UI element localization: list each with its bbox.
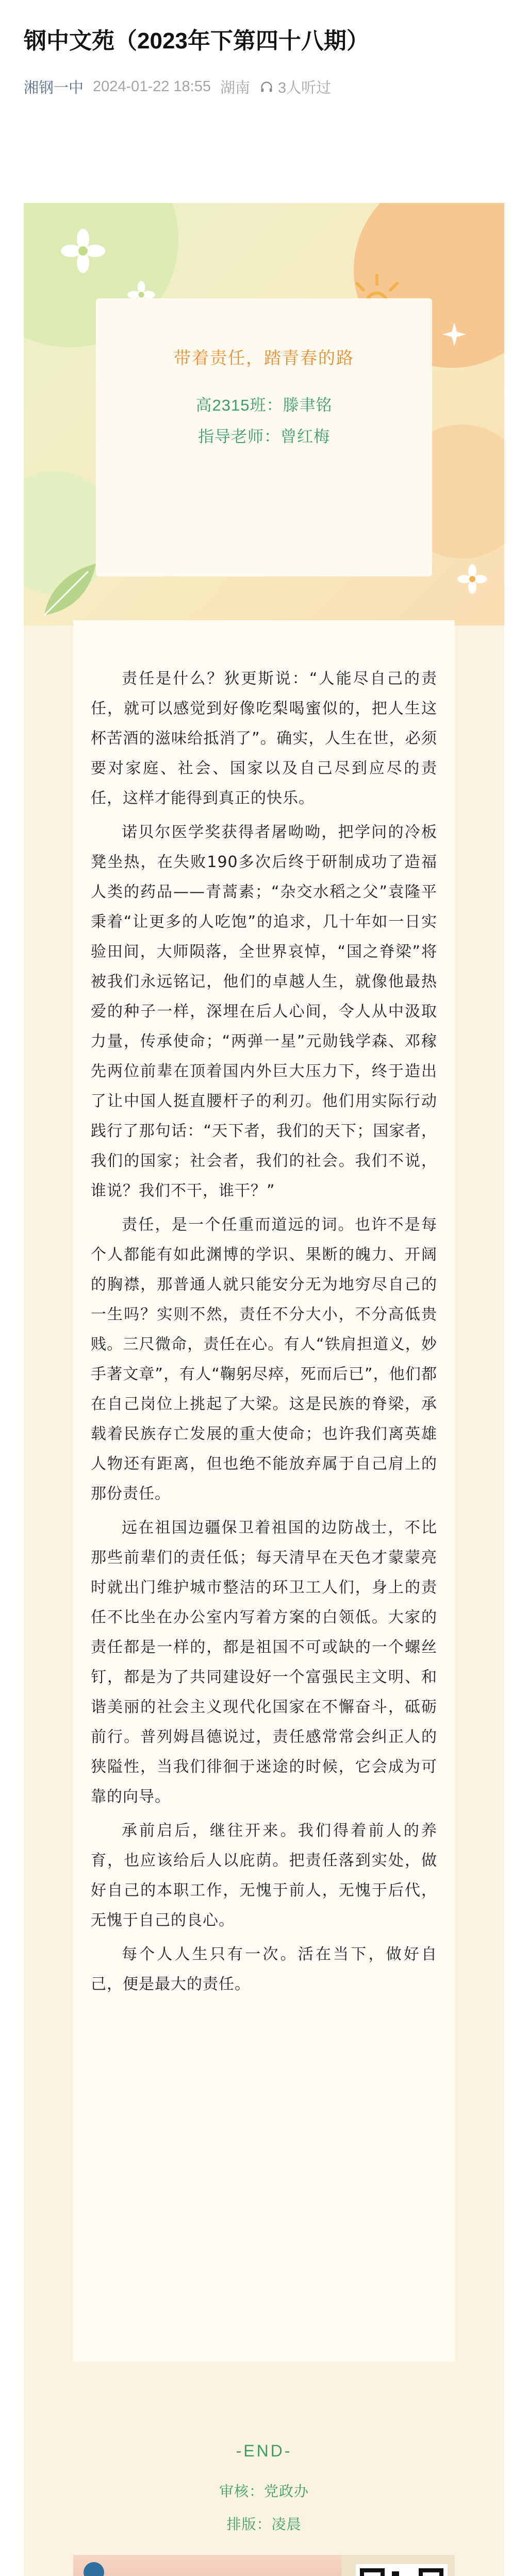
paragraph: 每个人人生只有一次。活在当下，做好自己，便是最大的责任。 (91, 1945, 437, 1993)
article-card (24, 203, 504, 2576)
qr-module (392, 2571, 399, 2576)
article-title: 钢中文苑（2023年下第四十八期） (24, 28, 369, 54)
paragraph: 远在祖国边疆保卫着祖国的边防战士，不比那些前辈们的责任低；每天清早在天色才蒙蒙亮时就出门维护城市整洁的环卫工人们，身上的责任不比坐在办公室内写着方案的白领低。大家的责任都是一样的，都是祖国不可或缺的一个螺丝钉，都是为了共同建设好一个富强民主文明、和谐美丽的社会主义现代化国家在不懈奋斗，砥砺前行。普列姆昌德说过，责任感常常会纠正人的狭隘性，当我们徘徊于迷途的时候，它会成为可靠的向导。 (91, 1519, 437, 1806)
qr-code[interactable] (356, 2564, 448, 2576)
article-meta (24, 76, 508, 97)
headphones-icon (259, 80, 274, 94)
typesetter-credit: 排版：凌晨 (226, 2516, 302, 2532)
sparkle-icon (441, 321, 467, 347)
paragraph: 责任是什么？狄更斯说：“人能尽自己的责任，就可以感觉到好像吃梨喝蜜似的，把人生这杯苦酒的滋味给抵消了”。确实，人生在世，必须要对家庭、社会、国家以及自己尽到应尽的责任，这样才能得到真正的快乐。 (91, 670, 437, 807)
essay-teacher: 指导老师：曾红梅 (198, 428, 330, 446)
flower-icon (457, 564, 488, 595)
paragraph: 诺贝尔医学奖获得者屠呦呦，把学问的冷板凳坐热，在失败190多次后终于研制成功了造福人类的药品——青蒿素；“杂交水稻之父”袁隆平秉着“让更多的人吃饱”的追求，几十年如一日实验田间，大师陨落，全世界哀悼，“国之脊梁”将被我们永远铭记，他们的卓越人生，就像他最热爱的种子一样，深埋在后人心间，令人从中汲取力量，传承使命；“两弹一星”元勋钱学森、邓稼先两位前辈在顶着国内外巨大压力下，终于造出了让中国人挺直腰杆子的利刃。他们用实际行动践行了那句话：“天下者，我们的天下；国家者，我们的国家；社会者，我们的社会。我们不说，谁说？我们不干，谁干？” (91, 823, 437, 1200)
paragraph: 责任，是一个任重而道远的词。也许不是每个人都能有如此渊博的学识、果断的魄力、开阔的胸襟，那普通人就只能安分无为地穷尽自己的一生吗？实则不然，责任不分大小，不分高低贵贱。三尺微命，责任在心。有人“铁肩担道义，妙手著文章”，有人“鞠躬尽瘁，死而后已”，他们都在自己岗位上挑起了大梁。这是民族的脊梁，承载着民族存亡发展的重大使命；也许我们离英雄人物还有距离，但也绝不能放弃属于自己肩上的那份责任。 (91, 1216, 437, 1503)
end-mark: -END- (236, 2442, 292, 2460)
promo-image[interactable] (73, 2555, 455, 2576)
publish-date: 2024-01-22 18:55 (93, 78, 211, 95)
school-logo (84, 2562, 104, 2576)
card-banner (24, 203, 504, 625)
article-header (24, 26, 508, 97)
qr-finder (360, 2568, 385, 2576)
listen-count[interactable] (259, 76, 331, 97)
account-link[interactable]: 湘钢一中 (24, 80, 84, 96)
leaf-icon (39, 558, 101, 620)
editor-credit: 审核：党政办 (219, 2483, 309, 2499)
paragraph: 承前启后，继往开来。我们得着前人的养育，也应该给后人以庇荫。把责任落到实处，做好自己的本职工作，无愧于前人，无愧于后代，无愧于自己的良心。 (91, 1822, 437, 1929)
school-gate-photo (73, 2555, 341, 2576)
listen-count-label: 3人听过 (278, 80, 332, 96)
flower-icon (60, 228, 106, 274)
article-body (91, 664, 437, 2004)
qr-finder (419, 2568, 443, 2576)
publish-location: 湖南 (220, 80, 251, 96)
essay-title: 带着责任，踏青春的路 (174, 348, 354, 367)
essay-author: 高2315班：滕聿铭 (195, 396, 333, 414)
